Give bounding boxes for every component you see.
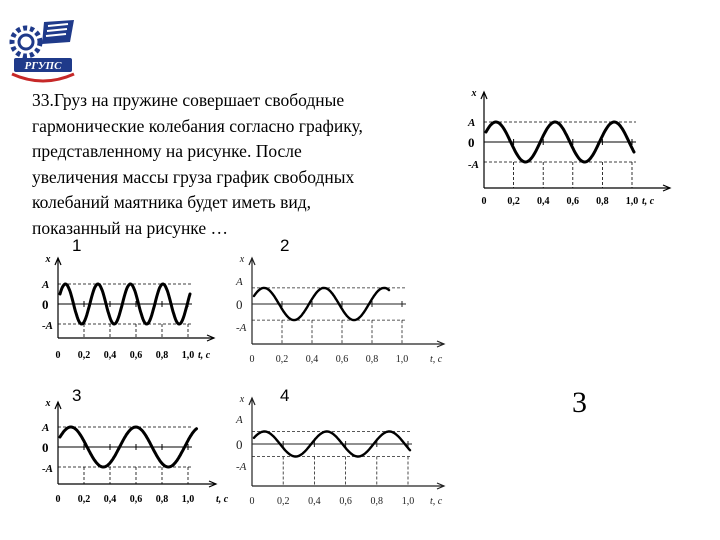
y-axis-label: x bbox=[239, 394, 245, 405]
question-line: представленному на рисунке. После bbox=[32, 141, 302, 161]
y-axis-label: x bbox=[45, 398, 51, 409]
option-1-graph bbox=[36, 248, 236, 366]
y-tick-label: A bbox=[42, 279, 50, 291]
x-tick-label: 0,8 bbox=[155, 494, 169, 505]
x-tick-label: 0 bbox=[481, 196, 487, 207]
option-3-graph bbox=[36, 392, 236, 510]
option-number-1: 1 bbox=[72, 236, 82, 255]
reference-graph bbox=[462, 80, 682, 215]
x-tick-label: 0,6 bbox=[566, 196, 580, 207]
y-tick-label: A bbox=[468, 117, 476, 129]
y-axis-label: x bbox=[239, 254, 245, 265]
logo-text: РГУПС bbox=[24, 60, 62, 72]
y-tick-label: -A bbox=[236, 461, 247, 473]
question-line: показанный на рисунке … bbox=[32, 217, 229, 238]
x-tick-label: 0,2 bbox=[77, 494, 91, 505]
y-tick-label: 0 bbox=[42, 297, 49, 312]
x-axis-label: t, c bbox=[198, 350, 211, 361]
y-tick-label: 0 bbox=[236, 437, 243, 452]
question-line: увеличения массы груза график свободных bbox=[32, 166, 355, 187]
y-tick-label: -A bbox=[468, 159, 479, 171]
x-tick-label: 0,4 bbox=[103, 350, 117, 361]
x-tick-label: 0,2 bbox=[507, 196, 520, 207]
x-tick-label: 0,6 bbox=[335, 354, 349, 365]
x-tick-label: 1,0 bbox=[625, 196, 639, 207]
answer-text: 3 bbox=[572, 386, 587, 419]
option-number-4: 4 bbox=[280, 386, 290, 405]
x-tick-label: 0,8 bbox=[155, 350, 169, 361]
question-text bbox=[32, 88, 452, 241]
y-tick-label: 0 bbox=[236, 297, 243, 312]
x-tick-label: 1,0 bbox=[181, 350, 195, 361]
y-tick-label: -A bbox=[42, 320, 53, 332]
gear-icon bbox=[12, 28, 40, 56]
option-number-2: 2 bbox=[280, 236, 290, 255]
x-tick-label: 0,8 bbox=[365, 354, 379, 365]
y-tick-label: A bbox=[42, 422, 50, 434]
x-axis-label: t, c bbox=[216, 494, 229, 505]
x-tick-label: 0,8 bbox=[370, 496, 384, 507]
x-tick-label: 1,0 bbox=[395, 354, 409, 365]
option-4-graph bbox=[232, 386, 462, 510]
question-line: гармонические колебания согласно графику, bbox=[32, 115, 363, 136]
option-number-3: 3 bbox=[72, 386, 82, 405]
university-logo bbox=[4, 14, 80, 84]
question-line: колебаний маятника будет иметь вид, bbox=[32, 192, 312, 212]
y-tick-label: -A bbox=[42, 463, 53, 475]
x-tick-label: 0,6 bbox=[129, 350, 143, 361]
option-2-graph bbox=[232, 248, 462, 366]
x-tick-label: 1,0 bbox=[181, 494, 195, 505]
x-tick-label: 0,4 bbox=[308, 496, 321, 507]
x-tick-label: 0,4 bbox=[305, 354, 319, 365]
x-tick-label: 0,8 bbox=[596, 196, 609, 207]
y-axis-label: x bbox=[45, 254, 51, 265]
x-tick-label: 0,2 bbox=[275, 354, 289, 365]
x-axis-label: t, c bbox=[430, 354, 443, 365]
book-icon bbox=[42, 20, 74, 44]
y-tick-label: 0 bbox=[42, 440, 49, 455]
x-tick-label: 0,6 bbox=[129, 494, 143, 505]
x-tick-label: 0,4 bbox=[103, 494, 117, 505]
x-tick-label: 0 bbox=[249, 354, 255, 365]
x-tick-label: 0,6 bbox=[339, 496, 352, 507]
question-line: 33.Груз на пружине совершает свободные bbox=[32, 90, 345, 110]
x-tick-label: 1,0 bbox=[401, 496, 415, 507]
x-tick-label: 0,4 bbox=[536, 196, 550, 207]
x-axis-label: t, c bbox=[642, 196, 655, 207]
x-tick-label: 0,2 bbox=[77, 350, 91, 361]
x-tick-label: 0 bbox=[249, 496, 255, 507]
y-tick-label: A bbox=[236, 276, 243, 288]
y-tick-label: 0 bbox=[468, 135, 475, 150]
y-tick-label: A bbox=[236, 414, 243, 426]
x-tick-label: 0 bbox=[55, 350, 61, 361]
x-axis-label: t, c bbox=[430, 496, 443, 507]
y-axis-label: x bbox=[471, 88, 477, 99]
y-tick-label: -A bbox=[236, 322, 247, 334]
x-tick-label: 0 bbox=[55, 494, 61, 505]
x-tick-label: 0,2 bbox=[276, 496, 290, 507]
